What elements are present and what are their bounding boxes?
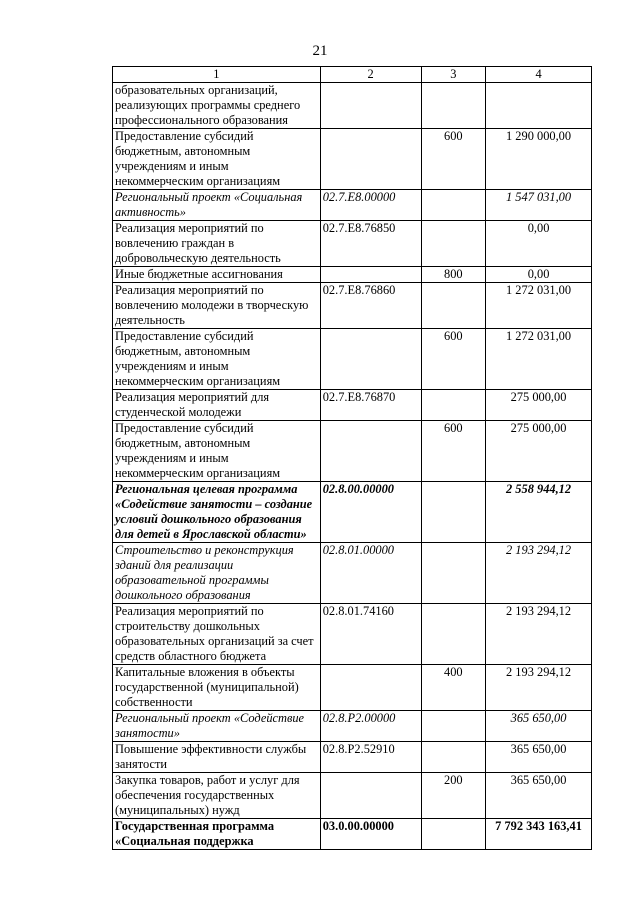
row-expense-type-cell [421,390,486,421]
budget-table [112,66,592,850]
row-name-cell: Предоставление субсидий бюджетным, автономным учреждениям и иным некоммерческим организациям [113,329,321,390]
table-row [113,482,592,543]
table-row [113,421,592,482]
row-code-cell: 02.8.01.74160 [320,604,421,665]
row-sum-cell: 1 272 031,00 [486,283,592,329]
row-sum-cell: 2 193 294,12 [486,604,592,665]
table-row [113,267,592,283]
row-name-cell: Капитальные вложения в объекты государственной (муниципальной) собственности [113,665,321,711]
row-sum-cell: 1 290 000,00 [486,129,592,190]
row-sum-cell: 7 792 343 163,41 [486,819,592,850]
header-col-3: 3 [421,67,486,83]
row-name-cell: Реализация мероприятий по строительству дошкольных образовательных организаций за счет средств областного бюджета [113,604,321,665]
row-name-cell: Реализация мероприятий по вовлечению молодежи в творческую деятельность [113,283,321,329]
row-code-cell: 03.0.00.00000 [320,819,421,850]
row-code-cell: 02.7.Е8.00000 [320,190,421,221]
row-name-cell: Региональный проект «Содействие занятости» [113,711,321,742]
row-expense-type-cell [421,742,486,773]
row-expense-type-cell [421,819,486,850]
row-sum-cell: 275 000,00 [486,421,592,482]
row-name-cell: Реализация мероприятий для студенческой молодежи [113,390,321,421]
row-sum-cell: 365 650,00 [486,773,592,819]
row-code-cell: 02.7.Е8.76870 [320,390,421,421]
table-row [113,221,592,267]
row-sum-cell: 2 193 294,12 [486,543,592,604]
row-expense-type-cell [421,711,486,742]
row-code-cell: 02.8.Р2.00000 [320,711,421,742]
row-expense-type-cell: 600 [421,421,486,482]
row-name-cell: Реализация мероприятий по вовлечению граждан в добровольческую деятельность [113,221,321,267]
row-expense-type-cell [421,283,486,329]
row-expense-type-cell: 400 [421,665,486,711]
row-name-cell: образовательных организаций, реализующих программы среднего профессионального образования [113,83,321,129]
row-sum-cell: 2 558 944,12 [486,482,592,543]
header-col-1: 1 [113,67,321,83]
row-code-cell: 02.8.00.00000 [320,482,421,543]
header-col-4: 4 [486,67,592,83]
table-row [113,819,592,850]
row-code-cell [320,329,421,390]
row-expense-type-cell: 800 [421,267,486,283]
row-sum-cell: 365 650,00 [486,711,592,742]
table-row [113,665,592,711]
row-code-cell [320,83,421,129]
row-expense-type-cell: 600 [421,329,486,390]
row-sum-cell: 1 272 031,00 [486,329,592,390]
row-name-cell: Предоставление субсидий бюджетным, автономным учреждениям и иным некоммерческим организациям [113,129,321,190]
row-code-cell: 02.7.Е8.76850 [320,221,421,267]
row-name-cell: Закупка товаров, работ и услуг для обеспечения государственных (муниципальных) нужд [113,773,321,819]
row-sum-cell: 365 650,00 [486,742,592,773]
table-row [113,711,592,742]
row-expense-type-cell [421,543,486,604]
row-name-cell: Региональная целевая программа «Содействие занятости – создание условий дошкольного образования для детей в Ярославской области» [113,482,321,543]
table-row [113,129,592,190]
row-name-cell: Региональный проект «Социальная активность» [113,190,321,221]
row-code-cell: 02.8.01.00000 [320,543,421,604]
table-header-row [113,67,592,83]
row-sum-cell: 1 547 031,00 [486,190,592,221]
table-row [113,604,592,665]
table-row [113,390,592,421]
row-code-cell: 02.8.Р2.52910 [320,742,421,773]
row-code-cell [320,129,421,190]
row-name-cell: Государственная программа «Социальная поддержка [113,819,321,850]
row-sum-cell: 275 000,00 [486,390,592,421]
row-code-cell: 02.7.Е8.76860 [320,283,421,329]
row-name-cell: Иные бюджетные ассигнования [113,267,321,283]
table-row [113,329,592,390]
row-code-cell [320,267,421,283]
page-number: 21 [312,43,328,59]
table-row [113,283,592,329]
row-name-cell: Повышение эффективности службы занятости [113,742,321,773]
row-expense-type-cell: 200 [421,773,486,819]
table-row [113,190,592,221]
row-name-cell: Строительство и реконструкция зданий для реализации образовательной программы дошкольного образования [113,543,321,604]
table-row [113,742,592,773]
row-name-cell: Предоставление субсидий бюджетным, автономным учреждениям и иным некоммерческим организациям [113,421,321,482]
row-expense-type-cell [421,83,486,129]
header-col-2: 2 [320,67,421,83]
row-expense-type-cell [421,604,486,665]
row-code-cell [320,665,421,711]
row-expense-type-cell: 600 [421,129,486,190]
row-sum-cell: 0,00 [486,267,592,283]
table-row [113,83,592,129]
row-sum-cell: 0,00 [486,221,592,267]
row-sum-cell [486,83,592,129]
row-sum-cell: 2 193 294,12 [486,665,592,711]
row-expense-type-cell [421,221,486,267]
row-expense-type-cell [421,482,486,543]
table-row [113,773,592,819]
table-row [113,543,592,604]
row-expense-type-cell [421,190,486,221]
row-code-cell [320,421,421,482]
row-code-cell [320,773,421,819]
